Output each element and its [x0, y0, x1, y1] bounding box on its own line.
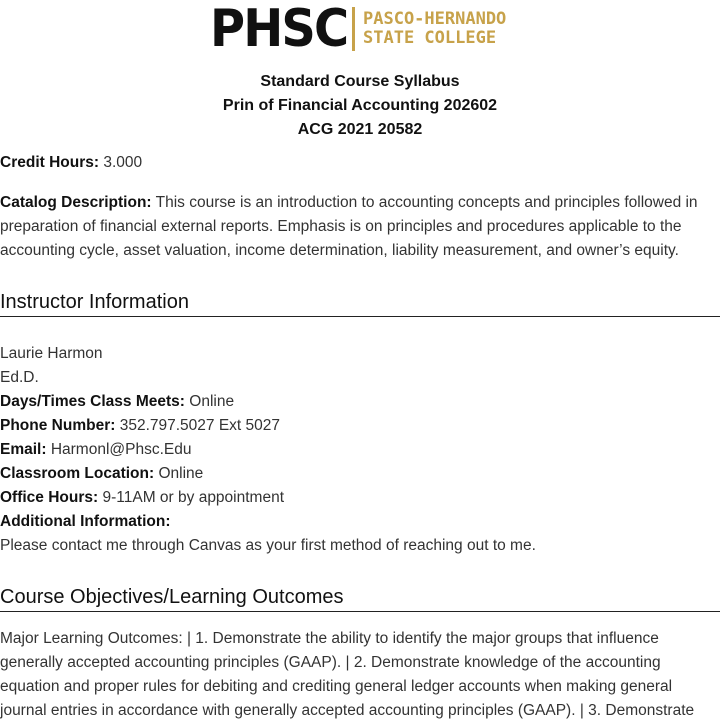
office-hours — [0, 486, 536, 510]
logo-divider — [352, 7, 355, 51]
logo-line-1: PASCO-HERNANDO — [363, 9, 507, 29]
field-label: Email: — [0, 441, 47, 458]
additional-information-text: Please contact me through Canvas as your first method of reaching out to me. — [0, 537, 536, 554]
instructor-details — [0, 342, 536, 558]
field-label: Office Hours: — [0, 489, 99, 506]
classroom-location — [0, 462, 536, 486]
additional-information-label: Additional Information: — [0, 513, 171, 530]
course-name: Prin of Financial Accounting 202602 — [222, 97, 498, 114]
field-value: Online — [189, 393, 235, 410]
syllabus-title: Standard Course Syllabus — [260, 73, 460, 90]
field-label: Classroom Location: — [0, 465, 155, 482]
catalog-description — [0, 191, 716, 263]
credit-hours-value: 3.000 — [103, 154, 143, 171]
field-value: 9-11AM or by appointment — [102, 489, 285, 506]
course-objectives-heading: Course Objectives/Learning Outcomes — [0, 584, 720, 612]
field-value: 352.797.5027 Ext 5027 — [119, 417, 281, 434]
credit-hours-label: Credit Hours: — [0, 154, 100, 171]
catalog-description-label: Catalog Description: — [0, 194, 152, 211]
logo-mark: PHSC — [210, 0, 348, 59]
syllabus-header — [0, 70, 720, 142]
phone-number — [0, 414, 536, 438]
learning-outcomes-text: Major Learning Outcomes: | 1. Demonstrate the ability to identify the major groups that influence generally accepted accounting principles (GAAP). | 2. Demonstrate knowledge of the accounting equation and proper rules for debiting and crediting general ledger accounts when making general journal entries in accordance with generally accepted accounting principles (GAAP). | 3. Demonstrate — [0, 630, 695, 719]
course-code: ACG 2021 20582 — [297, 121, 423, 138]
field-label: Days/Times Class Meets: — [0, 393, 185, 410]
meeting-times — [0, 390, 536, 414]
phsc-logo — [210, 0, 507, 59]
field-value: Online — [158, 465, 204, 482]
instructor-name: Laurie Harmon — [0, 345, 103, 362]
instructor-information-heading: Instructor Information — [0, 289, 720, 317]
instructor-degree: Ed.D. — [0, 369, 39, 386]
credit-hours — [0, 151, 142, 175]
email-value: Harmonl@Phsc.Edu — [50, 441, 192, 458]
catalog-description-text: This course is an introduction to accounting concepts and principles followed in preparation of financial external reports. Emphasis is on principles and procedures applicable to the accounting cycle, asset valuation, income determination, liability measurement, and owner’s equity. — [0, 194, 698, 259]
logo-line-2: STATE COLLEGE — [363, 28, 497, 48]
logo-text — [363, 10, 506, 48]
field-label: Phone Number: — [0, 417, 116, 434]
email — [0, 438, 536, 462]
